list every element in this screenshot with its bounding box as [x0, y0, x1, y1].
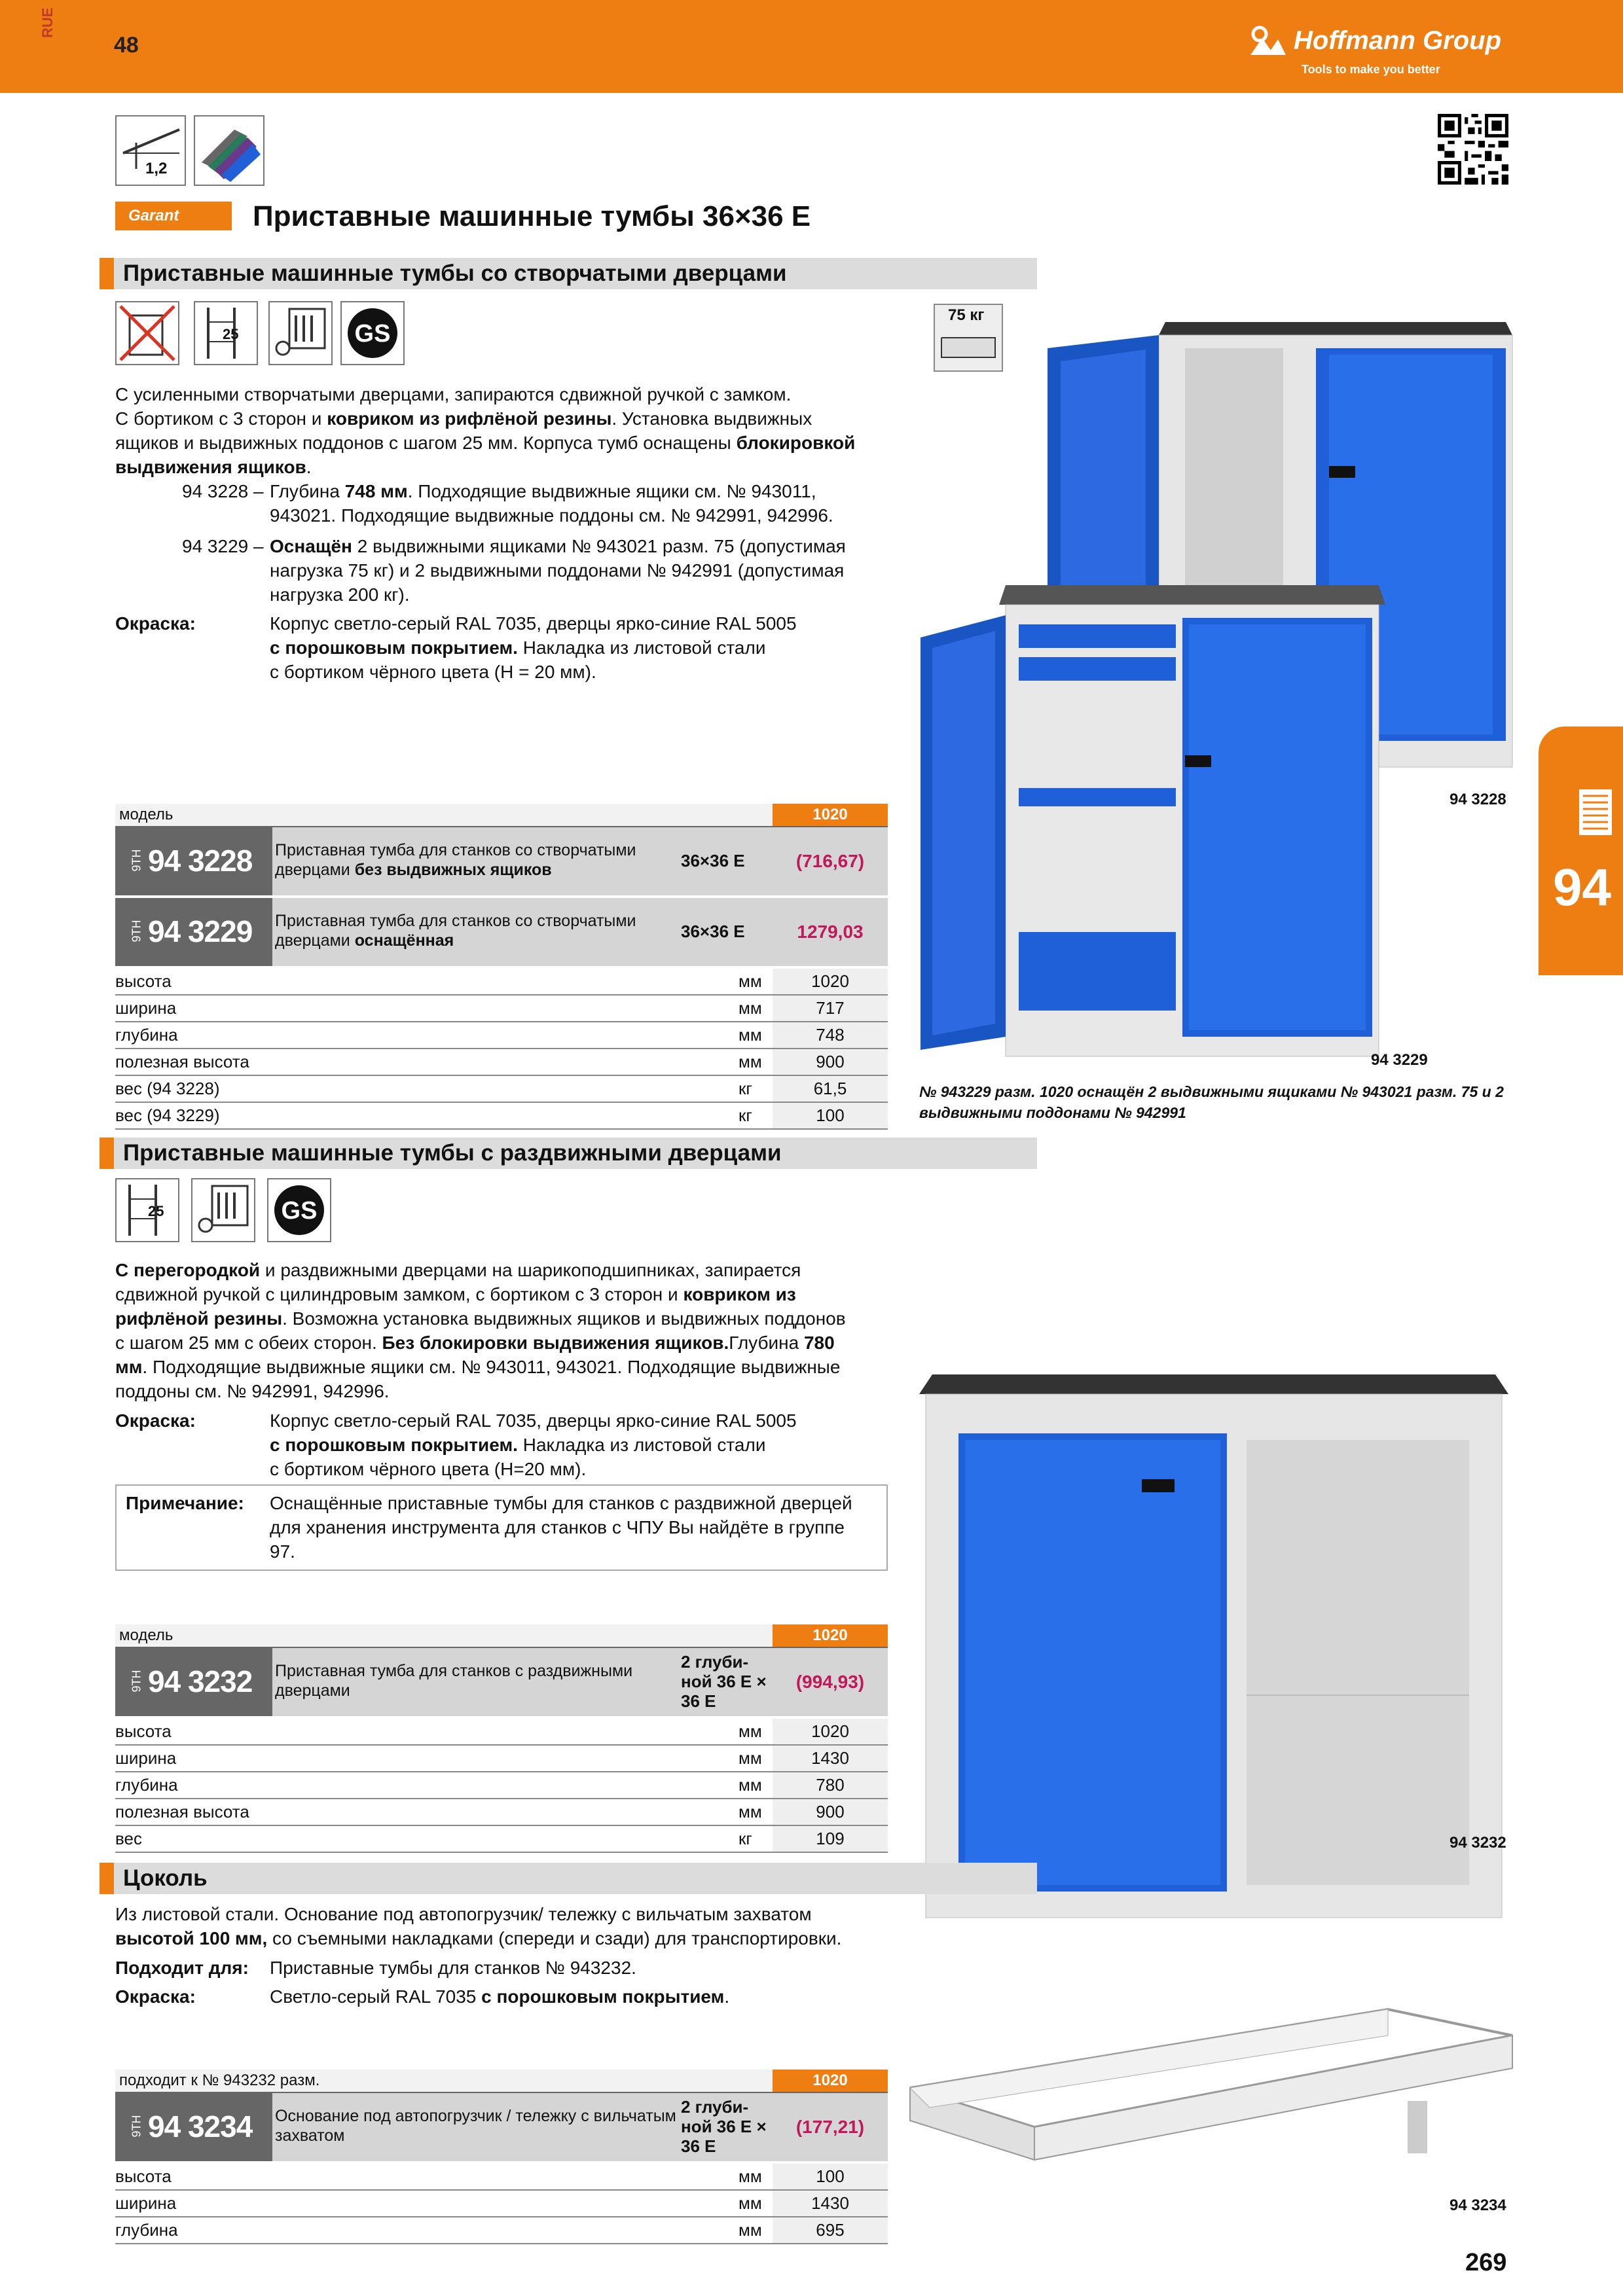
image-label-943229: 94 3229 [1371, 1051, 1428, 1069]
row-price: (177,21) [795, 2117, 865, 2137]
spec-row: высота мм 1020 [115, 969, 888, 996]
product-table-2 [115, 1624, 888, 1853]
paint-label: Окраска: [115, 613, 196, 634]
variant-note: Глубина 748 мм. Подходящие выдвижные ящики см. № 943011, 943021. Подходящие выдвижные поддоны см. № 942991, 942996. [270, 481, 833, 526]
section2-description: С перегородкой и раздвижными дверцами на шарикоподшипниках, запирается сдвижной ручкой с цилиндровым замком, с бортиком с 3 сторон и ковриком из рифлёной резины. Возможна установка выдвижных ящиков и выдвижных поддонов с шагом 25 мм с обеих сторон. Без блокировки выдвижения ящиков.Глубина 780 мм. Подходящие выдвижные ящики см. № 943011, 943021. Подходящие выдвижные поддоны см. № 942991, 942996. [115, 1260, 846, 1401]
spec-row: ширина мм 717 [115, 996, 888, 1022]
note-text: Оснащённые приставные тумбы для станков с раздвижной дверцей для хранения инструмента для станков с ЧПУ Вы найдёте в группе 97. [270, 1493, 852, 1562]
gs-mark-icon [340, 301, 405, 365]
section1-description [115, 382, 901, 479]
spec-row: глубина мм 780 [115, 1772, 888, 1799]
row-size: 36×36 E [681, 922, 745, 941]
svg-text:GS: GS [281, 1197, 318, 1225]
image-label-943228: 94 3228 [1450, 791, 1506, 808]
article-block[interactable]: 9TH 94 3232 [115, 1648, 272, 1716]
svg-text:GS: GS [354, 320, 391, 348]
row-price: (716,67) [795, 851, 865, 871]
article-number: 94 3228 [148, 844, 253, 878]
article-block[interactable]: 9TH 94 3234 [115, 2093, 272, 2161]
table-header: модель 1020 [115, 1624, 888, 1648]
product-table-1 [115, 804, 888, 1130]
row-price: (994,93) [795, 1672, 865, 1692]
variant-note: Оснащён 2 выдвижными ящиками № 943021 разм. 75 (допустимая нагрузка 75 кг) и 2 выдвижными поддонами № 942991 (допустимая нагрузка 200 кг). [270, 536, 846, 605]
brand-name: Hoffmann Group [1294, 26, 1502, 55]
desc-line: С бортиком с 3 сторон и ковриком из рифлёной резины. Установка выдвижных [115, 408, 812, 429]
product-table-3 [115, 2070, 888, 2244]
image-caption: № 943229 разм. 1020 оснащён 2 выдвижными ящиками № 943021 разм. 75 и 2 выдвижными поддонами № 942991 [919, 1083, 1504, 1121]
desc-line: ящиков и выдвижных поддонов с шагом 25 мм. Корпуса тумб оснащены блокировкой [115, 433, 856, 453]
spec-row: вес (94 3229) кг 100 [115, 1103, 888, 1130]
paint-label: Окраска: [115, 1986, 196, 2007]
spec-row: высота мм 1020 [115, 1719, 888, 1746]
spec-row: ширина мм 1430 [115, 1746, 888, 1772]
language-code: RUE [39, 7, 56, 38]
section-heading-hinged: Приставные машинные тумбы со створчатыми дверцами [100, 258, 1037, 289]
paint-text: Светло-серый RAL 7035 с порошковым покрытием. [270, 1986, 730, 2007]
image-label-943234: 94 3234 [1450, 2197, 1506, 2214]
note-label: Примечание: [126, 1493, 244, 1513]
row-size: 2 глуби- ной 36 E × 36 E [681, 1652, 767, 1711]
paint-text: Корпус светло-серый RAL 7035, дверцы ярко-синие RAL 5005 с порошковым покрытием. Накладка из листовой стали с бортиком чёрного цвета (H = 20 мм). [270, 613, 797, 682]
section-heading-plinth: Цоколь [100, 1863, 1037, 1894]
row-size: 36×36 E [681, 851, 745, 870]
table-row[interactable] [115, 1648, 888, 1719]
variant-code: 94 3228 – [182, 481, 264, 501]
table-header: подходит к № 943232 разм. 1020 [115, 2070, 888, 2093]
spec-row: вес (94 3228) кг 61,5 [115, 1076, 888, 1103]
row-description: Приставная тумба для станков с раздвижными дверцами [275, 1662, 633, 1700]
gs-mark-icon [267, 1178, 331, 1242]
row-price: 1279,03 [797, 922, 864, 942]
pitch-value: 25 [148, 1203, 164, 1219]
article-number: 94 3234 [148, 2109, 253, 2144]
group-tab[interactable] [1539, 726, 1623, 975]
group-number: 94 [1553, 858, 1611, 916]
row-size: 2 глуби- ной 36 E × 36 E [681, 2097, 767, 2156]
drawer-lock-icon [268, 301, 333, 365]
row-description: Приставная тумба для станков со створчатыми дверцами без выдвижных ящиков [275, 841, 636, 879]
no-tilt-icon [115, 301, 179, 365]
spec-row: ширина мм 1430 [115, 2191, 888, 2217]
section-heading-sliding: Приставные машинные тумбы с раздвижными дверцами [100, 1138, 1037, 1169]
spec-row: высота мм 100 [115, 2164, 888, 2191]
cabinet-943229-image [914, 565, 1385, 1073]
article-block[interactable]: 9TH 94 3229 [115, 898, 272, 966]
paint-text: Корпус светло-серый RAL 7035, дверцы ярко-синие RAL 5005 с порошковым покрытием. Накладка из листовой стали с бортиком чёрного цвета (H=20 мм). [270, 1410, 797, 1479]
table-row[interactable] [115, 898, 888, 969]
spec-row: глубина мм 695 [115, 2217, 888, 2244]
spec-row: глубина мм 748 [115, 1022, 888, 1049]
list-icon [1579, 789, 1612, 838]
table-row[interactable] [115, 2093, 888, 2164]
table-header: модель 1020 [115, 804, 888, 827]
table-row[interactable] [115, 827, 888, 898]
row-description: Приставная тумба для станков со створчатыми дверцами оснащённая [275, 912, 636, 950]
image-label-943232: 94 3232 [1450, 1834, 1506, 1852]
desc-line: С усиленными створчатыми дверцами, запираются сдвижной ручкой с замком. [115, 384, 792, 404]
spec-row: полезная высота мм 900 [115, 1799, 888, 1826]
desc-line: выдвижения ящиков. [115, 457, 312, 477]
spec-row: полезная высота мм 900 [115, 1049, 888, 1076]
paint-label: Окраска: [115, 1410, 196, 1431]
spec-row: вес кг 109 [115, 1826, 888, 1853]
thickness-value: 1,2 [145, 160, 168, 177]
plinth-943234-image [903, 1996, 1519, 2189]
weight-badge-label: 75 кг [948, 306, 985, 324]
drawer-lock-icon [191, 1178, 255, 1242]
brand-tagline: Tools to make you better [1302, 63, 1440, 76]
article-number: 94 3232 [148, 1664, 253, 1698]
qr-code-icon [1438, 114, 1508, 185]
pitch-25-icon [115, 1178, 179, 1242]
fits-label: Подходит для: [115, 1958, 249, 1978]
garant-badge: Garant [115, 202, 232, 230]
page-number-left: 48 [114, 33, 139, 58]
pitch-value: 25 [223, 326, 239, 342]
fits-text: Приставные тумбы для станков № 943232. [270, 1958, 636, 1978]
article-number: 94 3229 [148, 914, 253, 948]
article-block[interactable]: 9TH 94 3228 [115, 827, 272, 895]
cabinet-943232-image [919, 1368, 1508, 1934]
variant-code: 94 3229 – [182, 536, 264, 556]
hoffmann-logo-icon [1248, 25, 1287, 61]
section3-description: Из листовой стали. Основание под автопогрузчик/ тележку с вильчатым захватом высотой 100 мм, со съемными накладками (спереди и сзади) для транспортировки. [115, 1904, 842, 1948]
page-number: 269 [1465, 2249, 1507, 2276]
color-swatches-icon [194, 115, 264, 186]
row-description: Основание под автопогрузчик / тележку с вильчатым захватом [275, 2107, 676, 2145]
page-title: Приставные машинные тумбы 36×36 E [253, 200, 811, 232]
